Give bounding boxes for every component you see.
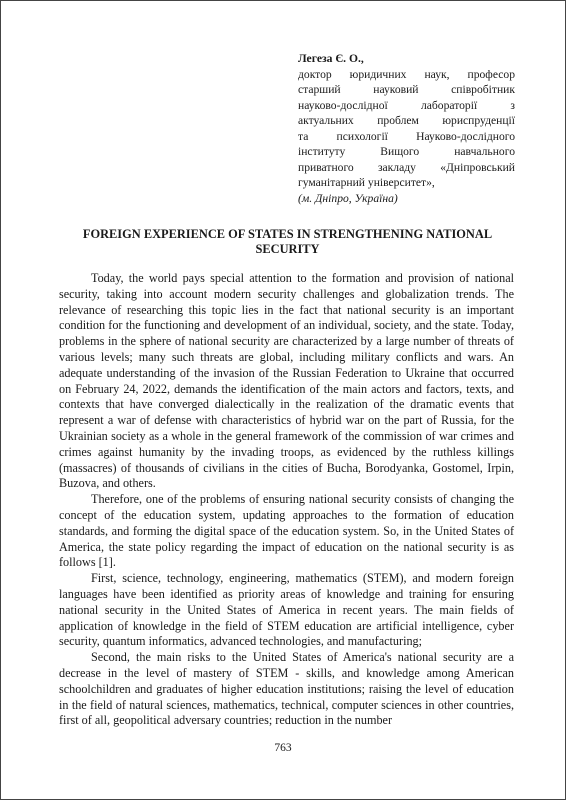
- affiliation-line: приватного закладу «Дніпровський: [298, 160, 515, 174]
- author-name: Легеза Є. О.,: [298, 52, 364, 65]
- affiliation-line: науково-дослідної лабораторії з: [298, 98, 515, 112]
- affiliation-line: доктор юридичних наук, професор: [298, 67, 515, 81]
- affiliation-line: гуманітарний університет»,: [298, 176, 435, 189]
- body-paragraph: Today, the world pays special attention to the formation and provision of national security, taking into account modern security challenges and globalization trends. The relevance of researching this topic lies in the fact that national security is an important condition for the functioning and development of an individual, society, and the state. Today, problems in the sphere of national security are characterized by a large number of threats of various levels; many such threats are global, including military conflicts and wars. An adequate understanding of the invasion of the Russian Federation to Ukraine that occurred on February 24, 2022, demands the identification of the main actors and factors, texts, and contexts that have converged dialectically in the realization of the dramatic events that represent a war of defense with characteristics of hybrid war on the part of Russia, for the Ukrainian society as a whole in the general framework of the commission of war crimes and crimes against humanity by the invading troops, as evidenced by the ruthless killings (massacres) of thousands of civilians in the cities of Bucha, Borodyanka, Gostomel, Irpin, Buzova, and others.: [59, 271, 514, 491]
- article-title: FOREIGN EXPERIENCE OF STATES IN STRENGTHENING NATIONAL SECURITY: [82, 227, 493, 256]
- affiliation-line: актуальних проблем юриспруденції: [298, 114, 515, 127]
- body-paragraph: First, science, technology, engineering, mathematics (STEM), and modern foreign languages have been identified as priority areas of knowledge and training for ensuring national security in the United States of America in recent years. The main fields of application of knowledge in the field of STEM education are artificial intelligence, cyber security, quantum informatics, advanced technologies, and manufacturing;: [59, 571, 514, 649]
- author-city: (м. Дніпро, Україна): [298, 191, 398, 205]
- article-body: [59, 271, 514, 729]
- affiliation-line: та психології Науково-дослідного: [298, 129, 515, 143]
- author-block: [298, 51, 515, 206]
- body-paragraph: Therefore, one of the problems of ensuring national security consists of changing the concept of the education system, updating approaches to the formation of education standards, and forming the digital space of the education system. So, in the United States of America, the state policy regarding the impact of education on the national security is as follows [1].: [59, 492, 514, 570]
- page-number: 763: [274, 742, 292, 754]
- body-paragraph: Second, the main risks to the United States of America's national security are a decrease in the level of mastery of STEM - skills, and knowledge among American schoolchildren and graduates of higher education institutions; raising the level of education in the field of natural sciences, mathematics, technical, computer sciences in other countries, first of all, geopolitical adversary countries; reduction in the number: [59, 650, 514, 728]
- affiliation-line: старший науковий співробітник: [298, 83, 515, 96]
- affiliation-line: інституту Вищого навчального: [298, 145, 515, 158]
